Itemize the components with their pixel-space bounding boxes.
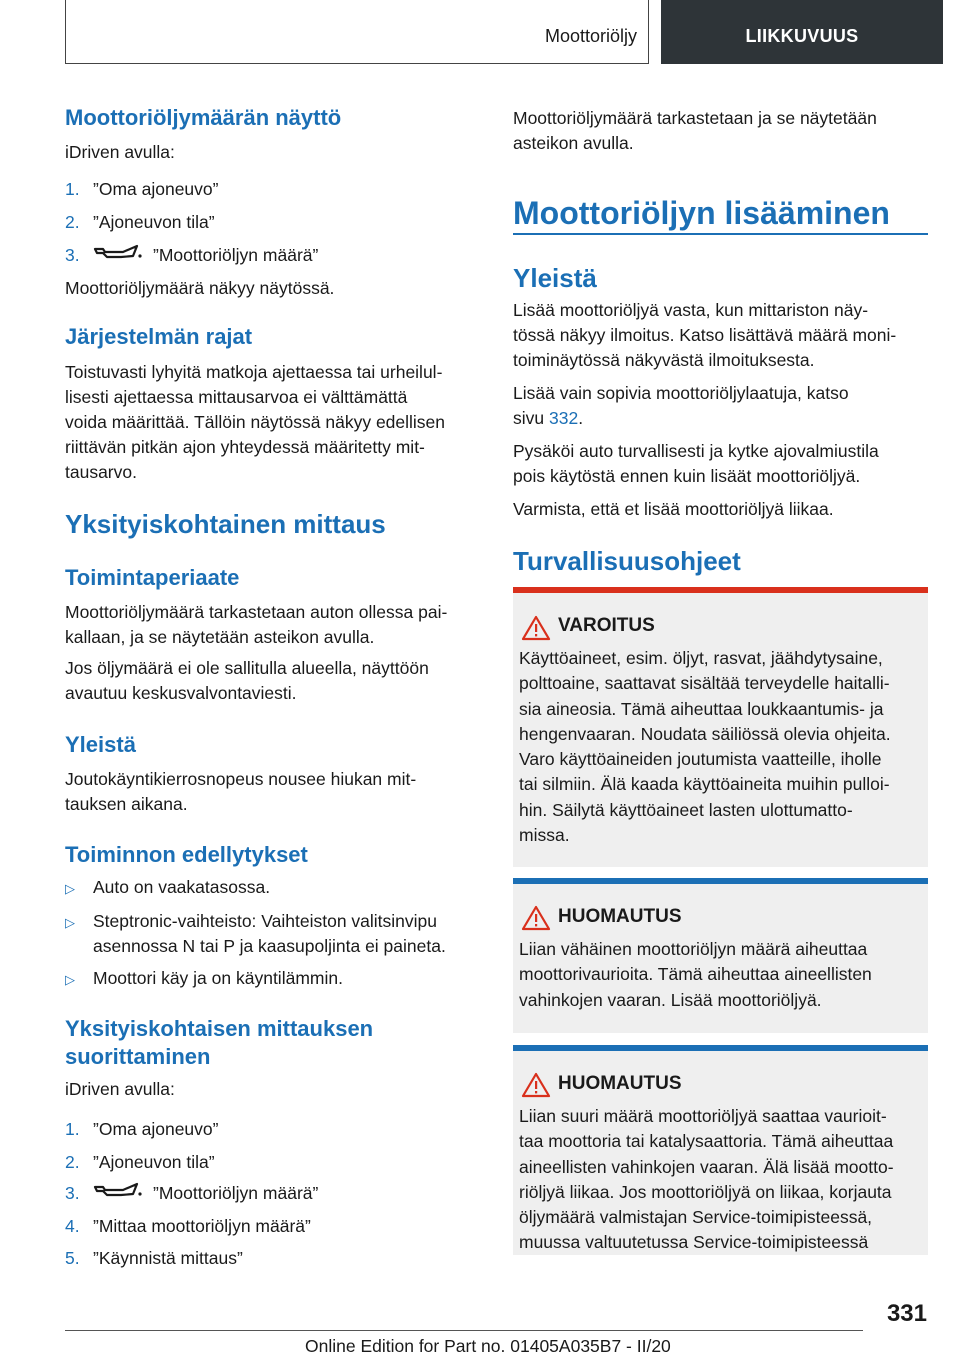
text-line: hin. Säilytä käyttöaineet lasten ulottumatto- (519, 799, 853, 820)
condition-item (65, 909, 446, 959)
text-line: Jos öljymäärä ei ole sallitulla alueella, näyttöön (65, 658, 429, 678)
text-line: riöljyä liikaa. Jos moottoriöljyä on liikaa, korjauta (519, 1181, 892, 1202)
condition-item (65, 875, 270, 901)
text-line: lisesti ajettaessa mittausarvoa ei välttämättä (65, 387, 408, 407)
text-line: vahinkojen vaaran. Lisää moottoriöljyä. (519, 989, 822, 1010)
notice-title: HUOMAUTUS (558, 906, 682, 927)
step-item (65, 243, 318, 270)
warning-title: VAROITUS (558, 615, 655, 636)
general-paragraph (65, 767, 416, 817)
text-line: Lisää vain sopivia moottoriöljylaatuja, katso (513, 383, 849, 403)
text-line: Moottoriöljymäärä tarkastetaan auton ollessa pai- (65, 602, 448, 622)
condition-text: Moottori käy ja on käyntilämmin. (93, 968, 343, 988)
heading-system-limits: Järjestelmän rajat (65, 324, 253, 349)
text-line: asteikon avulla. (513, 133, 634, 153)
shown-text: Moottoriöljymäärä näkyy näytössä. (65, 278, 335, 298)
text-line: toiminäytössä näkyvästä ilmoituksesta. (513, 350, 815, 370)
step-item (65, 210, 215, 235)
text-line: riittävän pitkän ajon yhteydessä määritetty mit- (65, 437, 425, 457)
warning-bar (513, 587, 928, 593)
warning-triangle-icon (521, 1072, 551, 1103)
text-line: avautuu keskusvalvontaviesti. (65, 683, 297, 703)
oil-can-icon (93, 1181, 143, 1208)
limits-paragraph (65, 360, 445, 485)
heading-detailed-measurement: Yksityiskohtainen mittaus (65, 509, 386, 539)
heading-underline (513, 233, 928, 235)
triangle-right-icon: ▷ (65, 972, 75, 987)
step-number: 1. (65, 179, 80, 199)
heading-line: suorittaminen (65, 1044, 211, 1069)
text-line: missa. (519, 825, 570, 846)
heading-conditions: Toiminnon edellytykset (65, 842, 308, 867)
heading-perform (65, 1015, 373, 1071)
text-line: Liian suuri määrä moottoriöljyä saattaa vaurioit- (519, 1106, 887, 1126)
heading-general: Yleistä (513, 263, 597, 293)
step-item (65, 1181, 318, 1208)
step-item (65, 177, 218, 202)
triangle-right-icon: ▷ (65, 881, 75, 896)
step-item (65, 1117, 218, 1142)
step-text: ”Mittaa moottoriöljyn määrä” (93, 1216, 311, 1236)
step-number: 3. (65, 245, 80, 266)
warning-box (513, 587, 928, 867)
step-item (65, 1246, 243, 1271)
step-number: 2. (65, 212, 80, 232)
idrive-intro: iDriven avulla: (65, 142, 175, 162)
condition-text: Auto on vaakatasossa. (93, 877, 271, 897)
step-number: 1. (65, 1119, 80, 1139)
general-paragraph (513, 298, 896, 373)
step-text: ”Oma ajoneuvo” (93, 179, 219, 199)
text-line (513, 406, 849, 431)
text-line: tai silmiin. Älä kaada käyttöaineita muihin pulloi- (519, 774, 890, 795)
header-section-title: Moottoriöljy (544, 26, 637, 46)
text-line: polttoaine, saattavat sisältää terveydelle haitalli- (519, 673, 890, 694)
text-line: tauksen aikana. (65, 794, 188, 814)
text-line: tössä näkyy ilmoitus. Katso lisättävä määrä moni- (513, 325, 897, 345)
header-chapter-tab: LIIKKUVUUS (661, 0, 943, 64)
text-line: Toistuvasti lyhyitä matkoja ajettaessa tai urheilul- (65, 362, 443, 382)
footer-rule (65, 1330, 863, 1331)
quality-paragraph (513, 381, 849, 431)
notice-bar (513, 878, 928, 884)
text-line: hengenvaaran. Noudata säiliössä olevia ohjeita. (519, 723, 891, 744)
page-link[interactable]: 332 (548, 408, 579, 428)
notice-title: HUOMAUTUS (558, 1073, 682, 1094)
step-number: 2. (65, 1152, 80, 1172)
step-number: 3. (65, 1183, 80, 1204)
text-line: öljymäärä valmistajan Service-toimipisteessä, (519, 1207, 873, 1228)
step-text: ”Ajoneuvon tila” (93, 1152, 215, 1172)
text-line: asennossa N tai P ja kaasupoljinta ei paineta. (93, 936, 446, 956)
text-line: taa moottoria tai katalysaattoria. Tämä aiheuttaa (519, 1131, 894, 1152)
step-item (65, 1150, 215, 1175)
notice-bar (513, 1045, 928, 1051)
page-number: 331 (886, 1300, 927, 1327)
heading-principle: Toimintaperiaate (65, 565, 240, 590)
text-line: moottorivaurioita. Tämä aiheuttaa aineellisten (519, 964, 872, 985)
notice-box (513, 878, 928, 1033)
condition-text (93, 909, 446, 959)
triangle-right-icon: ▷ (65, 915, 75, 930)
warning-triangle-icon (521, 615, 551, 646)
text-fragment: . (578, 408, 584, 428)
heading-oil-display: Moottoriöljymäärän näyttö (65, 105, 342, 130)
step-text: ”Moottoriöljyn määrä” (153, 1183, 319, 1203)
heading-safety: Turvallisuusohjeet (513, 546, 741, 576)
text-line: muussa valtuutetussa Service-toimipisteessä (519, 1232, 869, 1253)
text-line: kallaan, ja se näytetään asteikon avulla. (65, 627, 375, 647)
text-line: aineellisten vahinkojen vaaran. Älä lisää mootto- (519, 1156, 894, 1177)
text-line: Käyttöaineet, esim. öljyt, rasvat, jäähdytysaine, (519, 648, 883, 668)
text-line: tausarvo. (65, 462, 137, 482)
text-line: Lisää moottoriöljyä vasta, kun mittariston näy- (513, 300, 869, 320)
text-line: pois käytöstä ennen kuin lisäät moottoriöljyä. (513, 466, 861, 486)
notice-text (519, 937, 924, 1013)
oil-can-icon (93, 243, 143, 270)
overfill-paragraph: Varmista, että et lisää moottoriöljyä liikaa. (513, 499, 834, 519)
step-number: 4. (65, 1216, 80, 1236)
step-text: ”Ajoneuvon tila” (93, 212, 215, 232)
text-line: Pysäköi auto turvallisesti ja kytke ajovalmiustila (513, 441, 879, 461)
text-line: voida määrittää. Tällöin näytössä näkyy edellisen (65, 412, 446, 432)
text-fragment: sivu (513, 408, 549, 428)
heading-adding-oil: Moottoriöljyn lisääminen (513, 195, 890, 231)
notice-box (513, 1045, 928, 1255)
text-line: Varo käyttöaineiden joutumista vaatteille, iholle (519, 749, 882, 770)
heading-general: Yleistä (65, 732, 136, 757)
text-line: sia aineosia. Tämä aiheuttaa loukkaantumis- ja (519, 698, 884, 719)
text-line: Moottoriöljymäärä tarkastetaan ja se näytetään (513, 108, 877, 128)
step-text: ”Oma ajoneuvo” (93, 1119, 219, 1139)
step-number: 5. (65, 1248, 80, 1268)
warning-triangle-icon (521, 905, 551, 936)
step-text: ”Moottoriöljyn määrä” (153, 245, 319, 265)
step-item (65, 1214, 311, 1239)
idrive-intro: iDriven avulla: (65, 1079, 175, 1099)
warning-text (519, 646, 924, 848)
text-line: Steptronic-vaihteisto: Vaihteiston valitsinvipu (93, 911, 438, 931)
condition-item (65, 966, 343, 992)
step-text: ”Käynnistä mittaus” (93, 1248, 243, 1268)
footer-edition: Online Edition for Part no. 01405A035B7 - II/20 (305, 1336, 671, 1356)
notice-text (519, 1104, 924, 1256)
park-paragraph (513, 439, 879, 489)
intro-paragraph (513, 106, 877, 156)
area-paragraph (65, 656, 429, 706)
text-line: Liian vähäinen moottoriöljyn määrä aiheuttaa (519, 939, 868, 959)
text-line: Joutokäyntikierrosnopeus nousee hiukan mit- (65, 769, 417, 789)
principle-paragraph (65, 600, 447, 650)
heading-line: Yksityiskohtaisen mittauksen (65, 1016, 374, 1041)
